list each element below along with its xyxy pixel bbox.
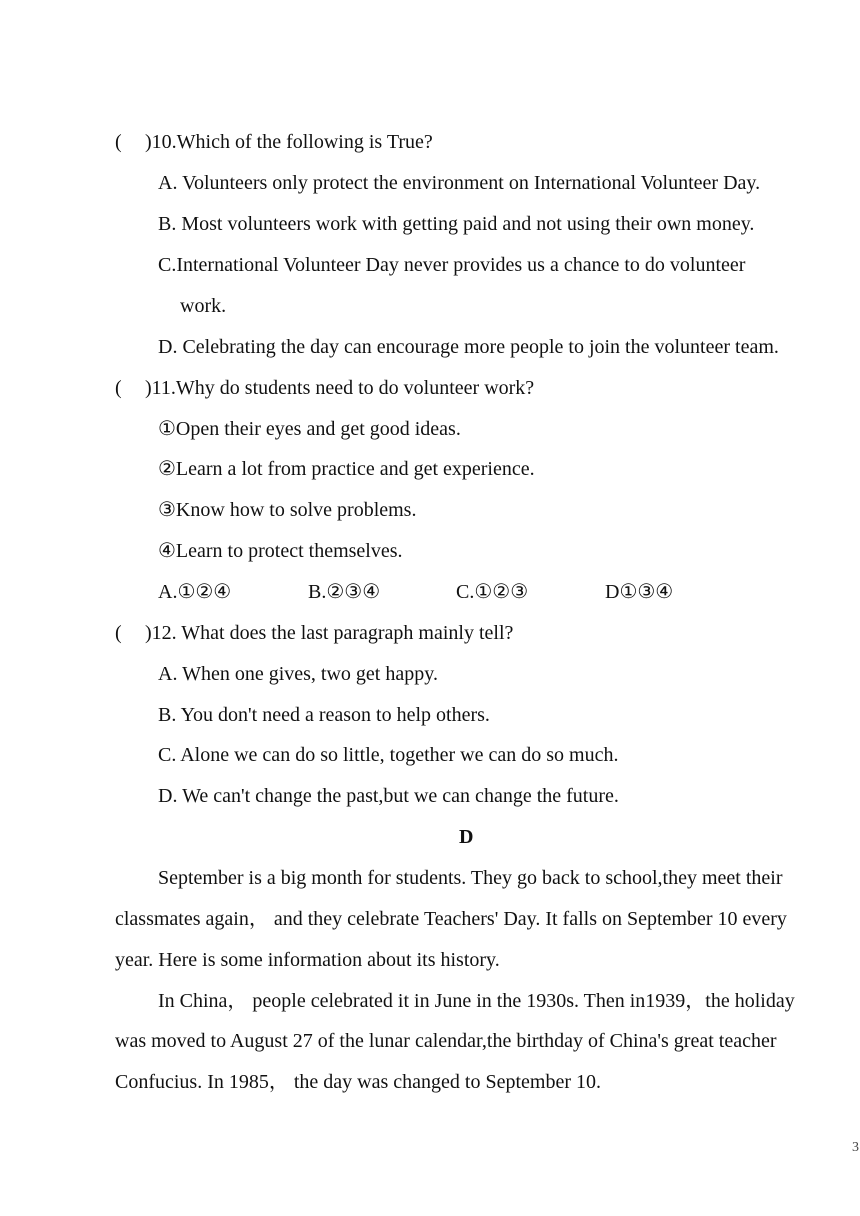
question-10-option-d: D. Celebrating the day can encourage more people to join the volunteer team.	[158, 336, 779, 358]
question-11-item-1: ①Open their eyes and get good ideas.	[158, 418, 461, 440]
question-10-stem: ( )10.Which of the following is True?	[115, 131, 433, 153]
question-10-option-b: B. Most volunteers work with getting paid and not using their own money.	[158, 213, 755, 235]
question-12-option-c: C. Alone we can do so little, together we can do so much.	[158, 744, 619, 766]
question-10-option-c: C.International Volunteer Day never provides us a chance to do volunteer	[158, 254, 746, 276]
question-12-option-d: D. We can't change the past,but we can change the future.	[158, 785, 619, 807]
answer-bracket: (	[115, 131, 122, 153]
question-11-stem: ( )11.Why do students need to do volunteer work?	[115, 377, 535, 399]
page-number: 3	[852, 1140, 859, 1155]
passage-line: was moved to August 27 of the lunar calendar,the birthday of China's great teacher	[115, 1030, 777, 1052]
question-11-choice-d: D①③④	[605, 581, 674, 603]
question-11-item-3: ③Know how to solve problems.	[158, 499, 417, 521]
passage-line: year. Here is some information about its history.	[115, 949, 500, 971]
question-11-item-2: ②Learn a lot from practice and get experience.	[158, 458, 535, 480]
question-10-option-c-continued: work.	[180, 295, 227, 317]
passage-line: classmates again， and they celebrate Teachers' Day. It falls on September 10 every	[115, 908, 787, 930]
question-10-option-a: A. Volunteers only protect the environment on International Volunteer Day.	[158, 172, 761, 194]
question-11-choice-a: A.①②④	[158, 581, 232, 603]
question-11-choice-b: B.②③④	[308, 581, 381, 603]
passage-line: September is a big month for students. They go back to school,they meet their	[158, 867, 783, 889]
answer-bracket: (	[115, 622, 122, 644]
answer-bracket: (	[115, 377, 122, 399]
question-12-option-b: B. You don't need a reason to help others.	[158, 704, 490, 726]
question-11-item-4: ④Learn to protect themselves.	[158, 540, 403, 562]
section-heading: D	[459, 826, 474, 848]
question-12-option-a: A. When one gives, two get happy.	[158, 663, 438, 685]
question-11-choice-c: C.①②③	[456, 581, 529, 603]
passage-line: In China， people celebrated it in June in the 1930s. Then in1939，the holiday	[158, 990, 795, 1012]
question-12-stem: ( )12. What does the last paragraph mainly tell?	[115, 622, 514, 644]
passage-line: Confucius. In 1985， the day was changed to September 10.	[115, 1071, 602, 1093]
